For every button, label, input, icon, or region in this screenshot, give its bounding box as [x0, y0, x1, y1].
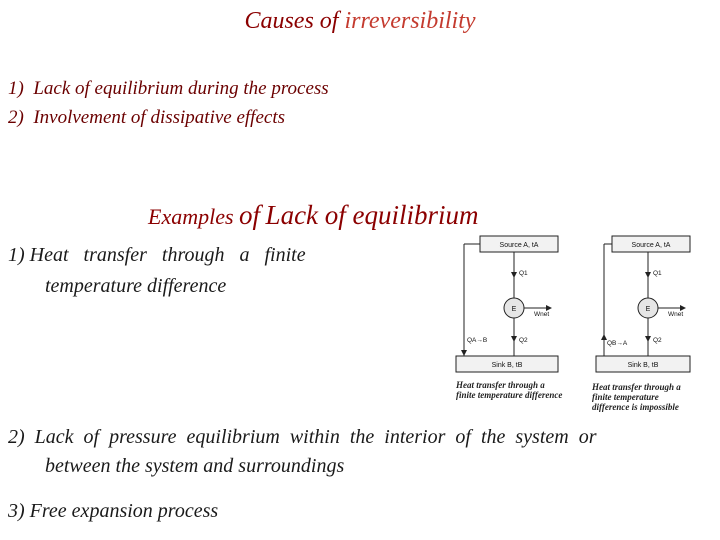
- subtitle-prefix: Examples: [148, 204, 234, 229]
- source-label: Source A, tA: [499, 242, 539, 249]
- subtitle-rest: Lack of equilibrium: [265, 200, 479, 230]
- example-3: [8, 500, 218, 523]
- example-2-line-1: [8, 426, 597, 449]
- sink-label: Sink B, tB: [491, 362, 523, 369]
- heat-engine-diagram-1: [452, 232, 564, 407]
- page-title: [0, 8, 720, 35]
- heat-in-label: Q1: [653, 270, 662, 277]
- example-1-line-2: temperature difference: [45, 275, 227, 297]
- example-number: 3): [8, 500, 25, 522]
- diagram-caption: Heat transfer through a finite temperature difference: [456, 380, 563, 400]
- cause-text: Involvement of dissipative effects: [33, 107, 285, 128]
- example-number: 2): [8, 426, 25, 448]
- example-number: 1): [8, 244, 25, 266]
- example-1-text-1: Heat transfer through a finite: [29, 244, 306, 266]
- engine-label: E: [511, 306, 517, 313]
- cause-item-2: [8, 107, 285, 129]
- cause-text: Lack of equilibrium during the process: [33, 78, 329, 99]
- example-1-line-1: [8, 244, 306, 267]
- work-label: Wnet: [668, 311, 684, 318]
- subtitle-of: of: [239, 200, 261, 230]
- source-label: Source A, tA: [631, 242, 671, 249]
- section-subtitle: [148, 200, 479, 231]
- cause-item-1: [8, 78, 329, 100]
- cause-number: 2): [8, 107, 24, 128]
- heat-out-label: Q2: [653, 337, 662, 344]
- engine-label: E: [645, 306, 651, 313]
- heat-engine-diagram-2: [592, 232, 704, 412]
- diagram-svg: [452, 232, 564, 380]
- cause-number: 1): [8, 78, 24, 99]
- diagram-caption: Heat transfer through a finite temperature difference is impossible: [592, 382, 681, 412]
- leak-heat-label: QA→B: [467, 337, 488, 344]
- sink-label: Sink B, tB: [627, 362, 659, 369]
- title-prefix: Causes of: [244, 8, 339, 34]
- leak-heat-label: QB→A: [607, 340, 628, 347]
- heat-out-label: Q2: [519, 337, 528, 344]
- work-label: Wnet: [534, 311, 550, 318]
- diagram-svg: [592, 232, 696, 380]
- heat-in-label: Q1: [519, 270, 528, 277]
- example-3-text: Free expansion process: [29, 500, 219, 522]
- title-highlight: irreversibility: [344, 8, 476, 34]
- example-2-text-1: Lack of pressure equilibrium within the interior of the system or: [34, 426, 597, 448]
- example-2-line-2: between the system and surroundings: [45, 455, 345, 477]
